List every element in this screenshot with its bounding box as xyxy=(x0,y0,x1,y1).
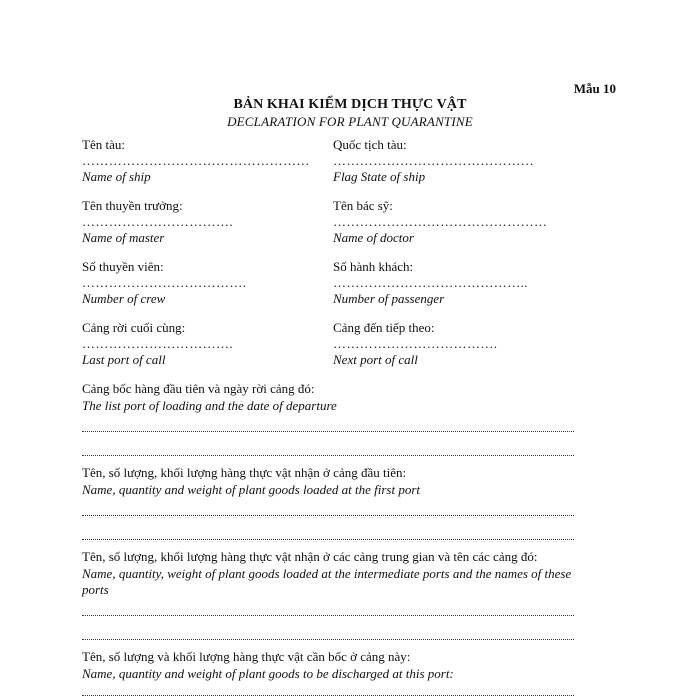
intermediate-ports-goods-label: Tên, số lượng, khối lượng hàng thực vật nhận ở các cảng trung gian và tên các cảng đó: xyxy=(82,549,538,564)
answer-line[interactable] xyxy=(82,695,574,696)
answer-line[interactable] xyxy=(82,431,574,432)
passenger-number-label: Số hành khách: xyxy=(333,259,414,274)
master-name-dots[interactable]: ……………………………. xyxy=(82,214,234,229)
passenger-number-english: Number of passenger xyxy=(333,291,445,306)
intermediate-ports-goods-english: Name, quantity, weight of plant goods loaded at the intermediate ports and the names of these xyxy=(82,566,572,581)
master-name-english: Name of master xyxy=(82,230,165,245)
last-port-label: Cảng rời cuối cùng: xyxy=(82,320,186,335)
first-port-goods-label: Tên, số lượng, khối lượng hàng thực vật nhận ở cảng đầu tiên: xyxy=(82,465,407,480)
flag-state-dots[interactable]: ……………………………………… xyxy=(333,153,534,168)
title-vietnamese: BẢN KHAI KIỂM DỊCH THỰC VẬT xyxy=(233,97,467,112)
discharge-goods-label: Tên, số lượng và khối lượng hàng thực vật cần bốc ở cảng này: xyxy=(82,649,411,664)
first-port-goods-english: Name, quantity and weight of plant goods loaded at the first port xyxy=(82,482,420,497)
flag-state-english: Flag State of ship xyxy=(333,169,426,184)
doctor-name-dots[interactable]: ………………………………………… xyxy=(333,214,548,229)
answer-line[interactable] xyxy=(82,455,574,456)
flag-state-label: Quốc tịch tàu: xyxy=(333,137,407,152)
doctor-name-label: Tên bác sỹ: xyxy=(333,198,393,213)
answer-line[interactable] xyxy=(82,515,574,516)
doctor-name-english: Name of doctor xyxy=(333,230,414,245)
last-port-english: Last port of call xyxy=(82,352,166,367)
form-number: Mẫu 10 xyxy=(573,81,616,96)
crew-number-english: Number of crew xyxy=(82,291,166,306)
next-port-dots[interactable]: ………………………………. xyxy=(333,336,498,351)
last-port-dots[interactable]: ……………………………. xyxy=(82,336,234,351)
answer-line[interactable] xyxy=(82,615,574,616)
first-loading-port-label: Cảng bốc hàng đầu tiên và ngày rời cảng đó: xyxy=(82,381,315,396)
crew-number-dots[interactable]: ………………………………. xyxy=(82,275,247,290)
next-port-label: Cảng đến tiếp theo: xyxy=(333,320,435,335)
crew-number-label: Số thuyền viên: xyxy=(82,259,164,274)
ship-name-english: Name of ship xyxy=(82,169,151,184)
next-port-english: Next port of call xyxy=(333,352,418,367)
ship-name-label: Tên tàu: xyxy=(82,137,125,152)
passenger-number-dots[interactable]: …………………………………….. xyxy=(333,275,528,290)
title-english: DECLARATION FOR PLANT QUARANTINE xyxy=(227,114,473,129)
answer-line[interactable] xyxy=(82,539,574,540)
answer-line[interactable] xyxy=(82,639,574,640)
intermediate-ports-goods-english-cont: ports xyxy=(82,582,109,597)
discharge-goods-english: Name, quantity and weight of plant goods to be discharged at this port: xyxy=(82,666,454,681)
ship-name-dots[interactable]: …………………………………………… xyxy=(82,153,310,168)
master-name-label: Tên thuyền trưởng: xyxy=(82,198,183,213)
first-loading-port-english: The list port of loading and the date of departure xyxy=(82,398,337,413)
